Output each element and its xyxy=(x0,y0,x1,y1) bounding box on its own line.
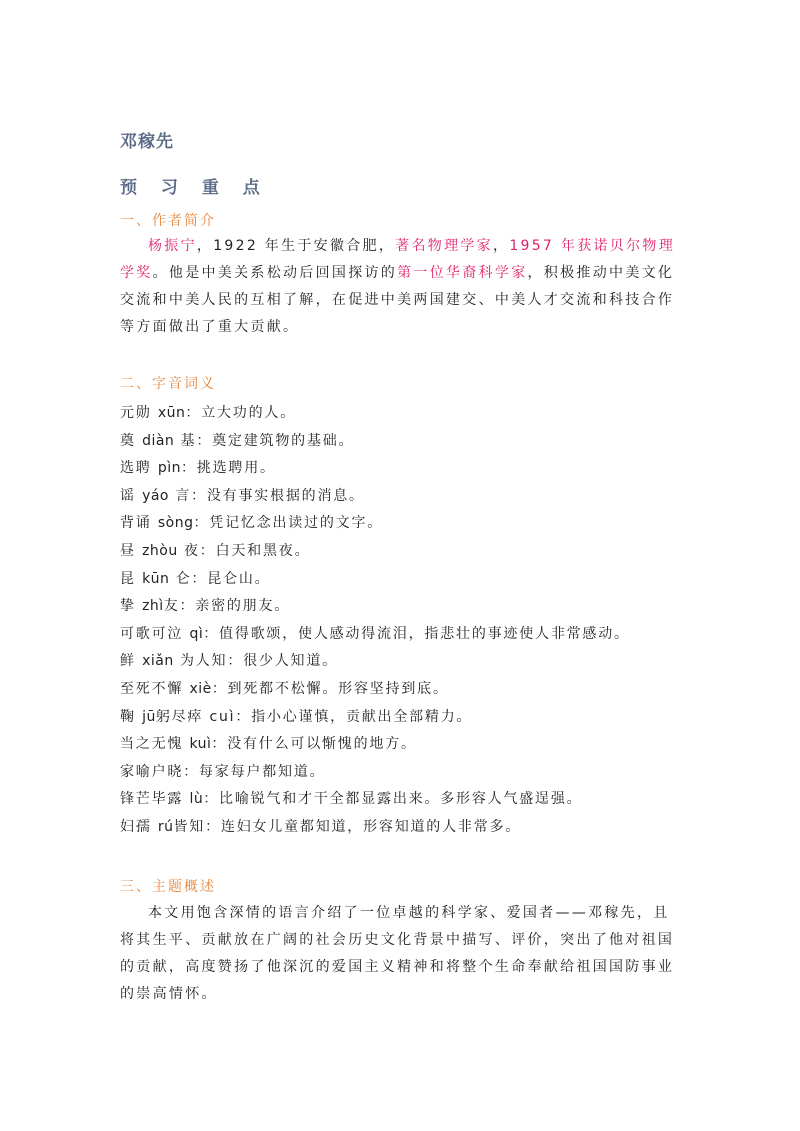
vocab-pinyin: pìn xyxy=(157,460,182,477)
vocab-word: 挚 xyxy=(120,598,143,615)
vocab-definition: 夜：白天和黑夜。 xyxy=(177,542,311,559)
vocab-word: 家喻户晓 xyxy=(120,763,184,780)
vocab-word: 元勋 xyxy=(120,405,158,421)
vocab-word: 昆 xyxy=(120,570,143,587)
vocab-definition: 友：亲密的朋友。 xyxy=(163,598,291,615)
vocab-item xyxy=(120,566,720,594)
vocab-pinyin: qì xyxy=(189,625,204,642)
author-paragraph xyxy=(120,233,680,341)
vocab-definition: 为人知：很少人知道。 xyxy=(173,653,338,670)
vocab-word: 可歌可泣 xyxy=(120,625,190,642)
vocab-word: 锋芒毕露 xyxy=(120,791,190,808)
vocab-definition: 皆知：连妇女儿童都知道，形容知道的人非常多。 xyxy=(173,818,522,835)
vocab-item xyxy=(120,759,720,787)
preview-heading: 预 习 重 点 xyxy=(120,178,269,198)
vocab-pinyin: zhì xyxy=(142,598,164,615)
vocab-definition: 基：奠定建筑物的基础。 xyxy=(174,432,355,449)
vocab-definition: ：比喻锐气和才干全都显露出来。多形容人气盛逞强。 xyxy=(203,791,583,808)
vocab-definition: ：每家每户都知道。 xyxy=(183,763,326,780)
section-heading-vocab: 二、字音词义 xyxy=(120,376,216,392)
vocab-word: 昼 xyxy=(120,542,143,559)
vocab-word: 鲜 xyxy=(120,653,143,670)
vocab-definition: ：到死都不松懈。形容坚持到底。 xyxy=(211,680,449,697)
vocab-item xyxy=(120,814,720,842)
vocab-definition: ：凭记忆念出读过的文字。 xyxy=(193,515,384,532)
vocab-pinyin: rú xyxy=(157,818,174,835)
author-name: 杨振宁 xyxy=(148,238,197,254)
vocab-definition: ：挑选聘用。 xyxy=(181,460,276,477)
vocab-definition: ：没有什么可以惭愧的地方。 xyxy=(211,736,417,753)
vocab-definition: ：值得歌颂，使人感动得流泪，指悲壮的事迹使人非常感动。 xyxy=(203,625,630,642)
vocab-word: 谣 xyxy=(120,487,143,504)
vocab-item xyxy=(120,510,720,538)
vocab-item xyxy=(120,400,720,428)
vocab-word: 至死不懈 xyxy=(120,680,190,697)
vocab-pinyin: diàn xyxy=(142,432,175,449)
vocab-definition: 仑：昆仑山。 xyxy=(169,570,271,587)
theme-paragraph xyxy=(120,900,680,1008)
vocab-pinyin: lù xyxy=(189,791,204,808)
vocab-item xyxy=(120,483,720,511)
section-heading-author: 一、作者简介 xyxy=(120,213,216,229)
vocab-word: 妇孺 xyxy=(120,818,158,835)
vocab-pinyin: kūn xyxy=(142,570,170,587)
vocab-word: 选聘 xyxy=(120,460,158,477)
highlight-physicist: 著名物理学家 xyxy=(395,238,493,254)
vocab-word: 奠 xyxy=(120,432,143,449)
vocab-definition: ：立大功的人。 xyxy=(185,405,296,421)
vocab-item xyxy=(120,455,720,483)
vocab-pinyin: xiè xyxy=(189,680,212,697)
text-run: 。他是中美关系松动后回国探访的 xyxy=(152,265,398,281)
vocab-word: 背诵 xyxy=(120,515,158,532)
vocab-item xyxy=(120,648,720,676)
vocab-pinyin: jū xyxy=(142,708,156,725)
vocab-item xyxy=(120,731,720,759)
vocab-item xyxy=(120,593,720,621)
vocab-pinyin: xūn xyxy=(157,405,186,421)
vocab-item xyxy=(120,704,720,732)
text-run: ， xyxy=(493,238,510,254)
vocab-item xyxy=(120,428,720,456)
vocab-item xyxy=(120,621,720,649)
document-title: 邓稼先 xyxy=(120,132,174,152)
text-run: ，1922 年生于安徽合肥， xyxy=(196,238,396,254)
vocab-item xyxy=(120,676,720,704)
vocab-list xyxy=(120,400,720,842)
vocab-word: 当之无愧 xyxy=(120,736,190,753)
highlight-first-scientist: 第一位华裔科学家 xyxy=(397,265,528,281)
vocab-word: 鞠 xyxy=(120,708,143,725)
vocab-pinyin: kuì xyxy=(189,736,212,753)
vocab-pinyin: sòng xyxy=(157,515,194,532)
theme-text: 本文用饱含深情的语言介绍了一位卓越的科学家、爱国者——邓稼先，且将其生平、贡献放在广阔的社会历史文化背景中描写、评价，突出了他对祖国的贡献，高度赞扬了他深沉的爱国主义精神和将整个生命奉献给祖国国防事业的崇高情怀。 xyxy=(120,905,675,1002)
vocab-pinyin: zhòu xyxy=(142,542,178,559)
vocab-pinyin: yáo xyxy=(142,487,169,504)
text-run: ，积极推动中美文化交流和中美人民的互相了解，在促进中美两国建交、中美人才交流和科技合作等方面做出了重大贡献。 xyxy=(120,265,675,335)
vocab-pinyin: xiǎn xyxy=(142,653,174,670)
vocab-item xyxy=(120,538,720,566)
vocab-definition: 躬尽瘁 cuì：指小心谨慎，贡献出全部精力。 xyxy=(155,708,473,725)
vocab-item xyxy=(120,786,720,814)
highlight-nobel: 1957 年获诺贝尔物理学奖 xyxy=(120,238,675,281)
section-heading-theme: 三、主题概述 xyxy=(120,879,216,895)
vocab-definition: 言：没有事实根据的消息。 xyxy=(169,487,365,504)
